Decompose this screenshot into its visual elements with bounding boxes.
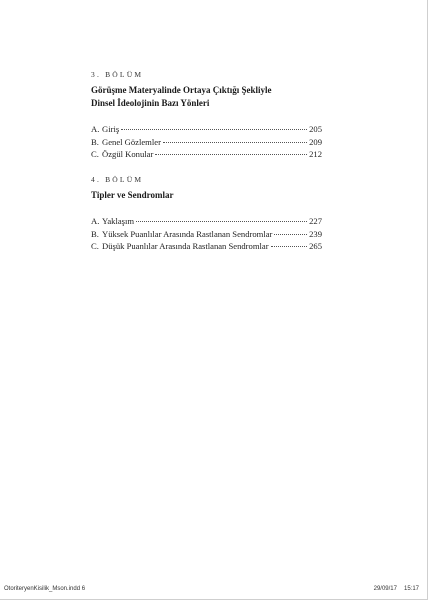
- chapter-title: [91, 189, 322, 202]
- toc-entry[interactable]: [91, 148, 322, 161]
- chapter-3-section: [91, 70, 322, 161]
- footer-filename: OtoriteryenKisilik_Mson.indd 6: [4, 586, 86, 592]
- toc-entry-letter: C.: [91, 241, 99, 252]
- toc-entry-letter: B.: [91, 136, 99, 147]
- toc-entry[interactable]: [91, 240, 322, 253]
- toc-entry-title: Özgül Konular: [102, 149, 154, 160]
- toc-entry-title: Yaklaşım: [102, 216, 135, 227]
- toc-dot-leader: [271, 246, 308, 247]
- toc-list: [91, 123, 322, 161]
- chapter-title-line: Tipler ve Sendromlar: [91, 189, 174, 200]
- toc-entry-page: 212: [309, 149, 322, 160]
- toc-dot-leader: [121, 129, 307, 130]
- toc-entry-letter: A.: [91, 216, 100, 227]
- toc-dot-leader: [155, 154, 307, 155]
- footer-timestamp: [374, 585, 419, 593]
- toc-entry-page: 239: [309, 228, 322, 239]
- toc-entry-title: Yüksek Puanlılar Arasında Rastlanan Sendromlar: [102, 228, 273, 239]
- toc-entry-page: 265: [309, 241, 322, 252]
- toc-entry-letter: B.: [91, 228, 99, 239]
- toc-dot-leader: [163, 142, 307, 143]
- toc-entry-title: Giriş: [102, 124, 120, 134]
- toc-dot-leader: [274, 234, 307, 235]
- footer-date: 29/09/17: [373, 586, 397, 592]
- toc-entry-title: Düşük Puanlılar Arasında Rastlanan Sendromlar: [102, 241, 269, 252]
- toc-entry[interactable]: [91, 123, 322, 136]
- chapter-4-section: [91, 175, 322, 253]
- toc-entry-letter: A.: [91, 124, 100, 134]
- toc-entry[interactable]: [91, 215, 322, 228]
- chapter-title-line: Dinsel İdeolojinin Bazı Yönleri: [91, 97, 210, 108]
- toc-entry-page: 205: [309, 124, 322, 134]
- toc-entry[interactable]: [91, 228, 322, 241]
- chapter-title: [91, 84, 322, 109]
- toc-entry[interactable]: [91, 136, 322, 149]
- toc-dot-leader: [136, 221, 307, 222]
- chapter-title-line: Görüşme Materyalinde Ortaya Çıktığı Şekliyle: [91, 85, 272, 95]
- toc-entry-page: 227: [309, 216, 322, 227]
- chapter-label: 3. BÖLÜM: [91, 70, 144, 79]
- toc-entry-title: Genel Gözlemler: [102, 136, 161, 147]
- toc-entry-page: 209: [309, 136, 322, 147]
- toc-entry-letter: C.: [91, 149, 99, 160]
- chapter-label: 4. BÖLÜM: [91, 174, 144, 184]
- footer-time: 15:17: [403, 586, 419, 592]
- toc-list: [91, 215, 322, 253]
- table-of-contents: [91, 70, 322, 267]
